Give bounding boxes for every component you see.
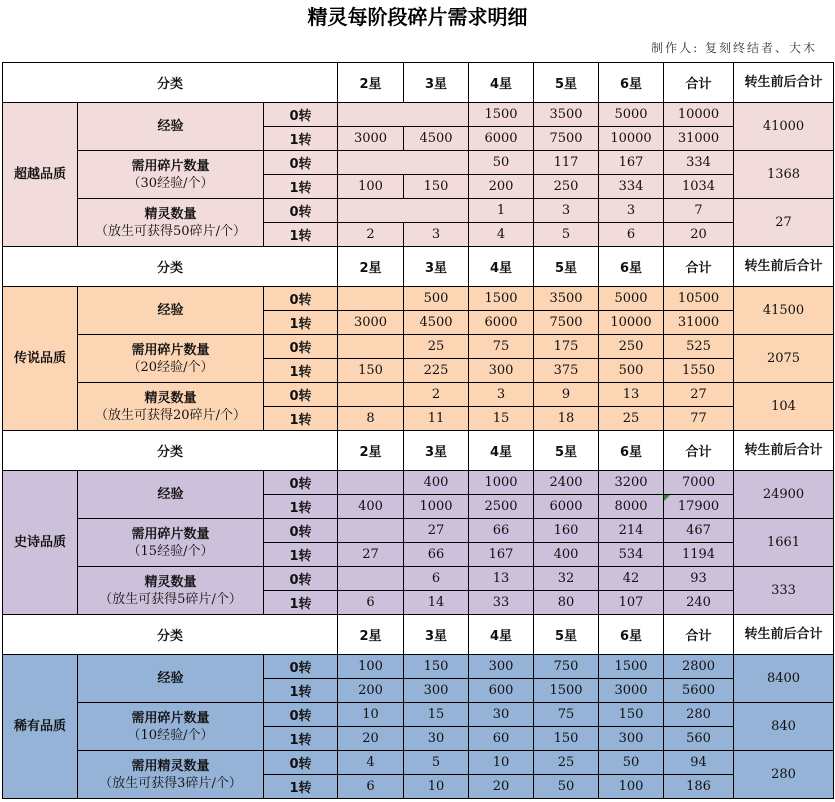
metric-name: 经验 (157, 487, 184, 502)
value-cell: 3000 (338, 311, 404, 335)
value-cell: 400 (534, 543, 599, 567)
total-cell: 334 (664, 151, 734, 175)
value-cell: 80 (534, 591, 599, 615)
value-cell: 150 (404, 175, 469, 199)
metric-label (78, 335, 264, 383)
value-cell: 175 (534, 335, 599, 359)
value-cell: 25 (599, 407, 664, 431)
total-cell: 1034 (664, 175, 734, 199)
value-cell: 3000 (599, 679, 664, 703)
header-category: 分类 (3, 247, 338, 287)
total-cell: 7 (664, 199, 734, 223)
value-cell: 200 (338, 679, 404, 703)
rebirth-label: 1转 (264, 495, 338, 519)
rebirth-label: 1转 (264, 591, 338, 615)
value-cell: 1 (469, 199, 534, 223)
total-cell: 560 (664, 727, 734, 751)
metric-label (78, 519, 264, 567)
value-cell: 6000 (469, 127, 534, 151)
value-cell: 15 (469, 407, 534, 431)
header-star: 3星 (404, 63, 469, 103)
value-cell: 7500 (534, 311, 599, 335)
value-cell: 5000 (599, 103, 664, 127)
rebirth-label: 1转 (264, 359, 338, 383)
header-star: 5星 (534, 615, 599, 655)
header-star: 5星 (534, 247, 599, 287)
value-cell: 3 (469, 383, 534, 407)
table-row (3, 519, 834, 543)
value-cell: 6 (404, 567, 469, 591)
value-cell: 13 (469, 567, 534, 591)
header-star: 6星 (599, 247, 664, 287)
header-star: 3星 (404, 247, 469, 287)
value-cell: 3500 (534, 103, 599, 127)
value-cell: 300 (599, 727, 664, 751)
value-cell: 2500 (469, 495, 534, 519)
value-cell: 60 (469, 727, 534, 751)
value-cell: 400 (338, 495, 404, 519)
value-cell: 5 (404, 751, 469, 775)
header-category: 分类 (3, 431, 338, 471)
grand-total-cell: 41500 (734, 287, 834, 335)
empty-diagonal-cell (338, 335, 404, 359)
metric-note: （放生可获得20碎片/个） (95, 407, 246, 423)
value-cell: 300 (469, 655, 534, 679)
value-cell: 150 (534, 727, 599, 751)
value-cell: 150 (338, 359, 404, 383)
grand-total-cell: 24900 (734, 471, 834, 519)
metric-name: 需用碎片数量 (131, 158, 210, 174)
quality-label: 传说品质 (3, 287, 78, 431)
table-row (3, 199, 834, 223)
value-cell: 20 (338, 727, 404, 751)
value-cell: 4 (469, 223, 534, 247)
metric-label (78, 383, 264, 431)
rebirth-label: 1转 (264, 175, 338, 199)
metric-note: （10经验/个） (127, 727, 214, 743)
header-star: 4星 (469, 247, 534, 287)
total-cell: 7000 (664, 471, 734, 495)
rebirth-label: 0转 (264, 519, 338, 543)
value-cell: 300 (404, 679, 469, 703)
rebirth-label: 0转 (264, 383, 338, 407)
value-cell: 3 (599, 199, 664, 223)
value-cell: 10 (338, 703, 404, 727)
value-cell: 150 (599, 703, 664, 727)
value-cell: 20 (469, 775, 534, 799)
metric-note: （30经验/个） (127, 175, 214, 191)
grand-total-cell: 104 (734, 383, 834, 431)
header-star: 4星 (469, 63, 534, 103)
value-cell: 100 (599, 775, 664, 799)
total-cell: 31000 (664, 311, 734, 335)
value-cell: 6 (338, 591, 404, 615)
empty-diagonal-cell (338, 383, 404, 407)
total-cell: 186 (664, 775, 734, 799)
value-cell: 250 (534, 175, 599, 199)
total-cell: 1550 (664, 359, 734, 383)
value-cell: 9 (534, 383, 599, 407)
empty-diagonal-cell (338, 199, 469, 223)
page-title: 精灵每阶段碎片需求明细 (307, 5, 528, 29)
value-cell: 27 (338, 543, 404, 567)
rebirth-label: 0转 (264, 335, 338, 359)
value-cell: 42 (599, 567, 664, 591)
header-grand-total: 转生前后合计 (734, 431, 834, 471)
header-grand-total: 转生前后合计 (734, 247, 834, 287)
value-cell: 5 (534, 223, 599, 247)
value-cell: 25 (404, 335, 469, 359)
value-cell: 6000 (534, 495, 599, 519)
rebirth-label: 1转 (264, 223, 338, 247)
metric-name: 需用碎片数量 (131, 342, 210, 358)
metric-note: （放生可获得50碎片/个） (95, 223, 246, 239)
table-row (3, 751, 834, 775)
author-credit: 制作人: 复刻终结者、大木 (651, 41, 817, 55)
value-cell: 66 (469, 519, 534, 543)
total-cell: 467 (664, 519, 734, 543)
rebirth-label: 0转 (264, 471, 338, 495)
value-cell: 1000 (404, 495, 469, 519)
value-cell: 400 (404, 471, 469, 495)
grand-total-cell: 41000 (734, 103, 834, 151)
rebirth-label: 1转 (264, 775, 338, 799)
total-cell: 94 (664, 751, 734, 775)
value-cell: 32 (534, 567, 599, 591)
rebirth-label: 1转 (264, 543, 338, 567)
empty-diagonal-cell (338, 567, 404, 591)
quality-label: 超越品质 (3, 103, 78, 247)
metric-label (78, 287, 264, 335)
metric-name: 精灵数量 (144, 390, 197, 406)
fragment-requirements-table (2, 62, 834, 799)
value-cell: 600 (469, 679, 534, 703)
value-cell: 30 (469, 703, 534, 727)
header-star: 6星 (599, 431, 664, 471)
grand-total-cell: 1661 (734, 519, 834, 567)
value-cell: 6 (338, 775, 404, 799)
rebirth-label: 0转 (264, 287, 338, 311)
value-cell: 750 (534, 655, 599, 679)
value-cell: 3000 (338, 127, 404, 151)
table-row (3, 287, 834, 311)
metric-note: （15经验/个） (127, 543, 214, 559)
value-cell: 200 (469, 175, 534, 199)
total-cell: 93 (664, 567, 734, 591)
header-category: 分类 (3, 615, 338, 655)
header-star: 2星 (338, 63, 404, 103)
total-cell: 10500 (664, 287, 734, 311)
value-cell: 100 (338, 655, 404, 679)
section-header-row (3, 431, 834, 471)
value-cell: 150 (404, 655, 469, 679)
header-star: 4星 (469, 431, 534, 471)
value-cell: 334 (599, 175, 664, 199)
header-star: 5星 (534, 431, 599, 471)
value-cell: 6 (599, 223, 664, 247)
metric-name: 经验 (157, 119, 184, 134)
rebirth-label: 0转 (264, 655, 338, 679)
header-grand-total: 转生前后合计 (734, 63, 834, 103)
header-star: 3星 (404, 431, 469, 471)
grand-total-cell: 8400 (734, 655, 834, 703)
total-cell: 280 (664, 703, 734, 727)
metric-name: 精灵数量 (144, 574, 197, 590)
rebirth-label: 1转 (264, 679, 338, 703)
metric-note: （放生可获得5碎片/个） (99, 591, 242, 607)
metric-name: 需用碎片数量 (131, 710, 210, 726)
rebirth-label: 1转 (264, 407, 338, 431)
section-header-row (3, 63, 834, 103)
value-cell: 1500 (599, 655, 664, 679)
total-cell: 17900 (664, 495, 734, 519)
value-cell: 8 (338, 407, 404, 431)
value-cell: 4500 (404, 127, 469, 151)
value-cell: 10000 (599, 311, 664, 335)
rebirth-label: 1转 (264, 311, 338, 335)
section-header-row (3, 247, 834, 287)
empty-diagonal-cell (338, 103, 469, 127)
total-cell: 10000 (664, 103, 734, 127)
value-cell: 66 (404, 543, 469, 567)
total-cell: 31000 (664, 127, 734, 151)
value-cell: 18 (534, 407, 599, 431)
metric-label (78, 655, 264, 703)
metric-name: 需用碎片数量 (131, 526, 210, 542)
table-row (3, 567, 834, 591)
value-cell: 11 (404, 407, 469, 431)
empty-diagonal-cell (338, 287, 404, 311)
metric-name: 精灵数量 (144, 206, 197, 222)
value-cell: 3 (404, 223, 469, 247)
empty-diagonal-cell (338, 519, 404, 543)
value-cell: 225 (404, 359, 469, 383)
table-row (3, 703, 834, 727)
metric-label (78, 751, 264, 799)
grand-total-cell: 1368 (734, 151, 834, 199)
value-cell: 250 (599, 335, 664, 359)
value-cell: 214 (599, 519, 664, 543)
table-row (3, 655, 834, 679)
value-cell: 167 (469, 543, 534, 567)
value-cell: 14 (404, 591, 469, 615)
value-cell: 100 (338, 175, 404, 199)
total-cell: 2800 (664, 655, 734, 679)
value-cell: 375 (534, 359, 599, 383)
value-cell: 50 (599, 751, 664, 775)
empty-diagonal-cell (338, 471, 404, 495)
header-total: 合计 (664, 431, 734, 471)
metric-name: 需用精灵数量 (131, 758, 210, 774)
total-cell: 27 (664, 383, 734, 407)
value-cell: 3200 (599, 471, 664, 495)
metric-note: （放生可获得3碎片/个） (99, 775, 242, 791)
header-grand-total: 转生前后合计 (734, 615, 834, 655)
value-cell: 4500 (404, 311, 469, 335)
value-cell: 5000 (599, 287, 664, 311)
rebirth-label: 0转 (264, 751, 338, 775)
grand-total-cell: 280 (734, 751, 834, 799)
header-star: 6星 (599, 63, 664, 103)
value-cell: 300 (469, 359, 534, 383)
value-cell: 167 (599, 151, 664, 175)
rebirth-label: 0转 (264, 103, 338, 127)
table-row (3, 335, 834, 359)
total-cell: 20 (664, 223, 734, 247)
value-cell: 107 (599, 591, 664, 615)
value-cell: 3 (534, 199, 599, 223)
value-cell: 50 (534, 775, 599, 799)
value-cell: 10 (404, 775, 469, 799)
header-star: 2星 (338, 615, 404, 655)
header-star: 3星 (404, 615, 469, 655)
value-cell: 33 (469, 591, 534, 615)
value-cell: 160 (534, 519, 599, 543)
header-star: 5星 (534, 63, 599, 103)
value-cell: 13 (599, 383, 664, 407)
metric-name: 经验 (157, 671, 184, 686)
header-star: 2星 (338, 247, 404, 287)
rebirth-label: 0转 (264, 567, 338, 591)
value-cell: 25 (534, 751, 599, 775)
header-total: 合计 (664, 615, 734, 655)
header-star: 2星 (338, 431, 404, 471)
value-cell: 30 (404, 727, 469, 751)
header-total: 合计 (664, 247, 734, 287)
value-cell: 10 (469, 751, 534, 775)
value-cell: 2 (338, 223, 404, 247)
value-cell: 117 (534, 151, 599, 175)
rebirth-label: 1转 (264, 727, 338, 751)
value-cell: 50 (469, 151, 534, 175)
header-total: 合计 (664, 63, 734, 103)
total-cell: 1194 (664, 543, 734, 567)
table-row (3, 151, 834, 175)
value-cell: 1500 (469, 287, 534, 311)
total-cell: 5600 (664, 679, 734, 703)
total-cell: 240 (664, 591, 734, 615)
quality-label: 史诗品质 (3, 471, 78, 615)
table-row (3, 471, 834, 495)
value-cell: 1000 (469, 471, 534, 495)
table-row (3, 383, 834, 407)
value-cell: 8000 (599, 495, 664, 519)
value-cell: 500 (599, 359, 664, 383)
header-star: 4星 (469, 615, 534, 655)
value-cell: 1500 (534, 679, 599, 703)
rebirth-label: 1转 (264, 127, 338, 151)
total-cell: 77 (664, 407, 734, 431)
rebirth-label: 0转 (264, 151, 338, 175)
quality-label: 稀有品质 (3, 655, 78, 799)
grand-total-cell: 2075 (734, 335, 834, 383)
metric-label (78, 567, 264, 615)
value-cell: 1500 (469, 103, 534, 127)
metric-label (78, 151, 264, 199)
value-cell: 7500 (534, 127, 599, 151)
table-row (3, 103, 834, 127)
header-category: 分类 (3, 63, 338, 103)
value-cell: 75 (534, 703, 599, 727)
value-cell: 15 (404, 703, 469, 727)
value-cell: 500 (404, 287, 469, 311)
rebirth-label: 0转 (264, 199, 338, 223)
section-header-row (3, 615, 834, 655)
value-cell: 3500 (534, 287, 599, 311)
value-cell: 27 (404, 519, 469, 543)
value-cell: 4 (338, 751, 404, 775)
rebirth-label: 0转 (264, 703, 338, 727)
empty-diagonal-cell (338, 151, 469, 175)
metric-label (78, 703, 264, 751)
metric-label (78, 103, 264, 151)
value-cell: 6000 (469, 311, 534, 335)
metric-label (78, 199, 264, 247)
value-cell: 534 (599, 543, 664, 567)
value-cell: 10000 (599, 127, 664, 151)
grand-total-cell: 840 (734, 703, 834, 751)
value-cell: 75 (469, 335, 534, 359)
grand-total-cell: 27 (734, 199, 834, 247)
header-star: 6星 (599, 615, 664, 655)
value-cell: 2 (404, 383, 469, 407)
metric-label (78, 471, 264, 519)
metric-note: （20经验/个） (127, 359, 214, 375)
value-cell: 2400 (534, 471, 599, 495)
total-cell: 525 (664, 335, 734, 359)
grand-total-cell: 333 (734, 567, 834, 615)
metric-name: 经验 (157, 303, 184, 318)
